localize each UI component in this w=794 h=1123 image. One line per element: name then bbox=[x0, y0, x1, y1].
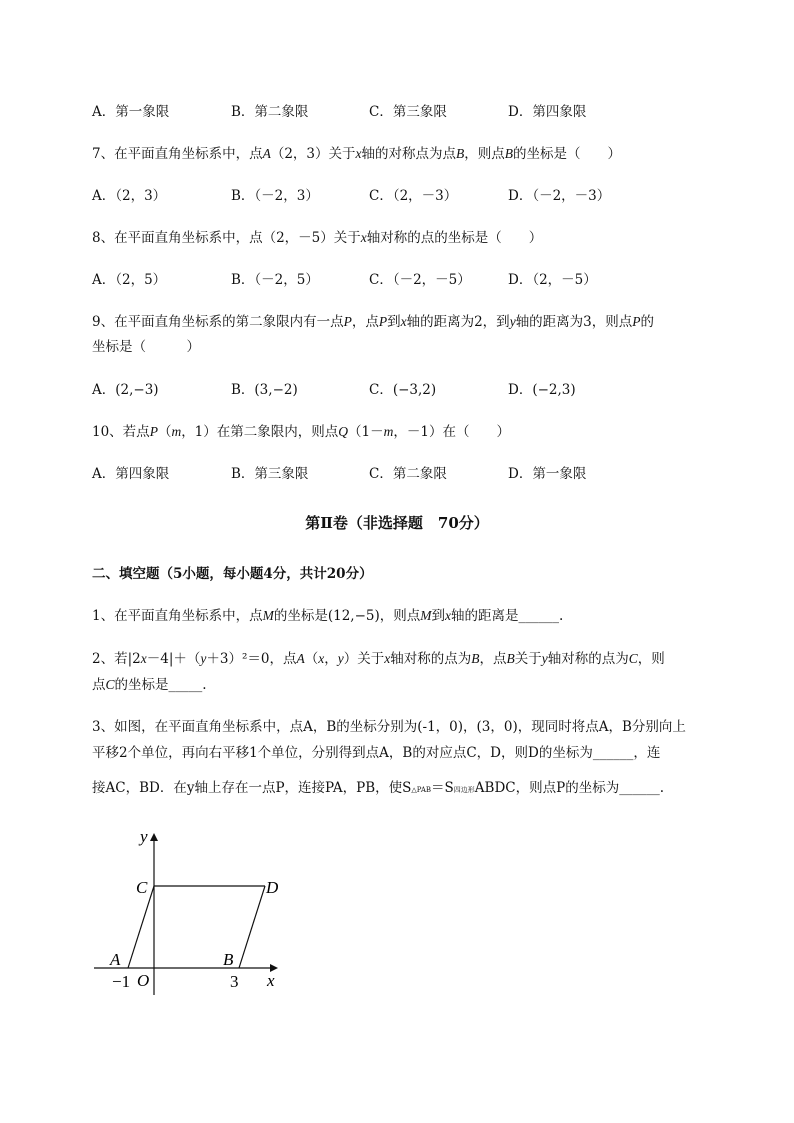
q10-option-d: D．第一象限 bbox=[508, 466, 587, 482]
fill-q3-line1: 3、如图，在平面直角坐标系中，点A，B的坐标分别为(-1，0)，(3，0)，现同时将点A，B分别向上 bbox=[92, 719, 686, 735]
q9-stem-line2: 坐标是（ ） bbox=[92, 339, 200, 355]
fill-q3-line3: 接AC，BD．在y轴上存在一点P，连接PA，PB，使S△PAB＝S四边形ABDC，则点P的坐标为______. bbox=[92, 780, 664, 796]
q8-stem: 8、在平面直角坐标系中，点（2，－5）关于x轴对称的点的坐标是（ ） bbox=[92, 230, 543, 246]
label-neg1: −1 bbox=[112, 972, 131, 991]
q8-option-a: A．（2，5） bbox=[92, 272, 167, 288]
q9-option-d: D．(−2,3) bbox=[508, 382, 576, 398]
fill-q2-line2: 点C的坐标是_____. bbox=[92, 677, 207, 693]
label-d: D bbox=[266, 878, 279, 897]
label-x: x bbox=[267, 971, 275, 990]
label-a: A bbox=[110, 950, 121, 969]
coordinate-figure bbox=[90, 820, 300, 1000]
q8-option-c: C．（－2，－5） bbox=[369, 272, 471, 288]
q9-option-c: C．(−3,2) bbox=[369, 382, 437, 398]
part2-title: 第Ⅱ卷（非选择题 70分） bbox=[305, 514, 489, 532]
segment-ac bbox=[128, 886, 154, 968]
q6-option-b: B．第二象限 bbox=[231, 104, 309, 120]
segment-bd bbox=[239, 886, 265, 968]
q10-option-c: C．第二象限 bbox=[369, 466, 447, 482]
q9-stem: 9、在平面直角坐标系的第二象限内有一点P，点P到x轴的距离为2，到y轴的距离为3，则点P的 bbox=[92, 314, 655, 330]
q6-option-c: C．第三象限 bbox=[369, 104, 447, 120]
section-heading: 二、填空题（5小题，每小题4分，共计20分） bbox=[92, 566, 373, 582]
label-b: B bbox=[223, 950, 234, 969]
fill-q1: 1、在平面直角坐标系中，点M的坐标是(12,−5)，则点M到x轴的距离是______. bbox=[92, 608, 564, 624]
q10-option-a: A．第四象限 bbox=[92, 466, 170, 482]
fill-q3-line2: 平移2个单位，再向右平移1个单位，分别得到点A，B的对应点C，D，则D的坐标为______，连 bbox=[92, 745, 661, 761]
q10-stem: 10、若点P（m，1）在第二象限内，则点Q（1－m，－1）在（ ） bbox=[92, 424, 510, 440]
q9-option-a: A．(2,−3) bbox=[92, 382, 159, 398]
label-c: C bbox=[136, 878, 148, 897]
q7-option-c: C．（2，－3） bbox=[369, 188, 458, 204]
q6-option-a: A．第一象限 bbox=[92, 104, 170, 120]
label-3: 3 bbox=[230, 972, 239, 991]
fill-q2: 2、若|2x－4|＋（y＋3）²＝0，点A（x，y）关于x轴对称的点为B，点B关于y轴对称的点为C，则 bbox=[92, 651, 665, 667]
label-o: O bbox=[137, 971, 150, 990]
q8-option-d: D．（2，－5） bbox=[508, 272, 597, 288]
q6-option-d: D．第四象限 bbox=[508, 104, 587, 120]
label-y: y bbox=[140, 827, 148, 846]
y-axis-arrow bbox=[150, 833, 158, 841]
q7-option-b: B．（－2，3） bbox=[231, 188, 319, 204]
q7-stem: 7、在平面直角坐标系中，点A（2，3）关于x轴的对称点为点B，则点B的坐标是（ ） bbox=[92, 146, 622, 162]
q9-option-b: B．(3,−2) bbox=[231, 382, 298, 398]
q10-option-b: B．第三象限 bbox=[231, 466, 309, 482]
q7-option-d: D．（－2，－3） bbox=[508, 188, 611, 204]
q8-option-b: B．（－2，5） bbox=[231, 272, 319, 288]
q7-option-a: A．（2，3） bbox=[92, 188, 167, 204]
